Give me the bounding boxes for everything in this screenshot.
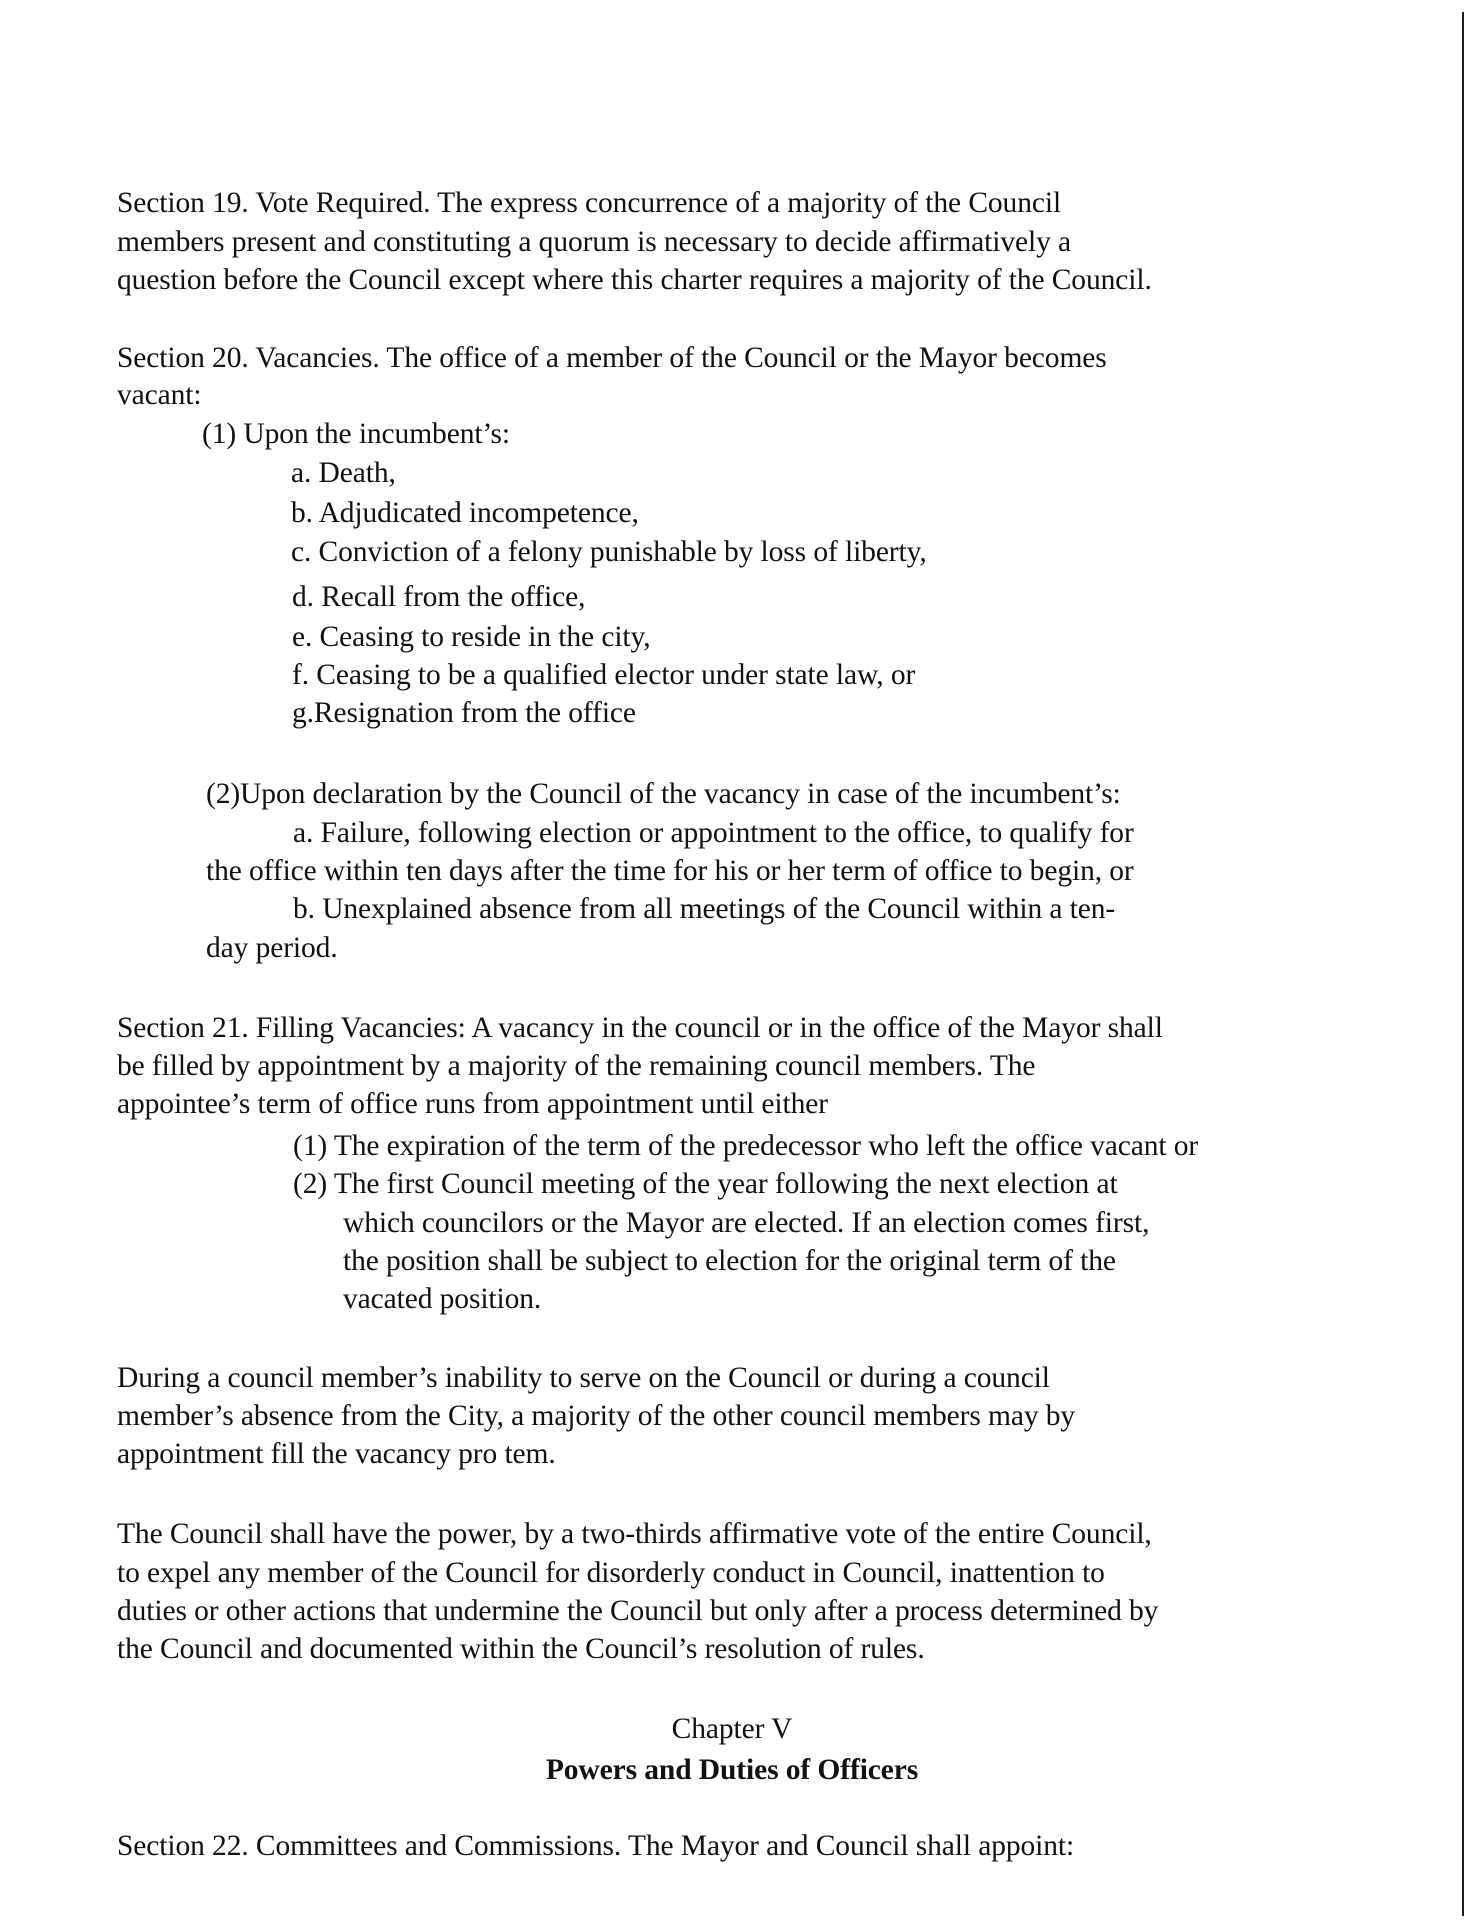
chapter-title: Powers and Duties of Officers (545, 1754, 919, 1786)
clause-2-item-a-line-2: the office within ten days after the time for his or her term of office to begin, or (206, 855, 1134, 887)
clause-1-item-d: d. Recall from the office, (292, 581, 586, 613)
clause-1-item-g: g.Resignation from the office (292, 697, 636, 729)
clause-1-item-b: b. Adjudicated incompetence, (291, 497, 639, 529)
clause-2-item-b-line-2: day period. (206, 932, 338, 964)
section-21-item-2-cont-1: which councilors or the Mayor are elected. If an election comes first, (343, 1207, 1150, 1239)
clause-1-item-a: a. Death, (291, 457, 396, 489)
section-19-line-2: members present and constituting a quorum is necessary to decide affirmatively a (117, 226, 1072, 258)
chapter-number: Chapter V (671, 1713, 793, 1745)
clause-1-item-c: c. Conviction of a felony punishable by loss of liberty, (291, 536, 927, 568)
right-margin-rule (1462, 12, 1464, 1916)
expulsion-line-3: duties or other actions that undermine the Council but only after a process determined by (117, 1595, 1159, 1627)
clause-2-item-b-line-1: b. Unexplained absence from all meetings of the Council within a ten- (293, 893, 1116, 925)
expulsion-line-2: to expel any member of the Council for disorderly conduct in Council, inattention to (117, 1557, 1105, 1589)
expulsion-line-4: the Council and documented within the Council’s resolution of rules. (117, 1633, 925, 1665)
clause-1-item-f: f. Ceasing to be a qualified elector under state law, or (292, 659, 916, 691)
section-20-line-2: vacant: (117, 379, 202, 411)
pro-tem-line-1: During a council member’s inability to serve on the Council or during a council (117, 1362, 1050, 1394)
section-22-line-1: Section 22. Committees and Commissions. The Mayor and Council shall appoint: (117, 1830, 1075, 1862)
section-21-item-1: (1) The expiration of the term of the predecessor who left the office vacant or (293, 1130, 1199, 1162)
clause-2-heading: (2)Upon declaration by the Council of the vacancy in case of the incumbent’s: (206, 778, 1121, 810)
expulsion-line-1: The Council shall have the power, by a two-thirds affirmative vote of the entire Council, (117, 1518, 1152, 1550)
section-21-line-3: appointee’s term of office runs from appointment until either (117, 1088, 828, 1120)
pro-tem-line-3: appointment fill the vacancy pro tem. (117, 1438, 556, 1470)
section-20-line-1: Section 20. Vacancies. The office of a member of the Council or the Mayor becomes (117, 342, 1107, 374)
section-21-item-2: (2) The first Council meeting of the year following the next election at (293, 1168, 1118, 1200)
section-19-line-3: question before the Council except where this charter requires a majority of the Council. (117, 264, 1152, 296)
pro-tem-line-2: member’s absence from the City, a majority of the other council members may by (117, 1400, 1076, 1432)
section-19-line-1: Section 19. Vote Required. The express concurrence of a majority of the Council (117, 187, 1062, 219)
clause-2-item-a-line-1: a. Failure, following election or appointment to the office, to qualify for (293, 817, 1134, 849)
section-21-line-1: Section 21. Filling Vacancies: A vacancy in the council or in the office of the Mayor shall (117, 1012, 1163, 1044)
clause-1-heading: (1) Upon the incumbent’s: (202, 418, 511, 450)
section-21-line-2: be filled by appointment by a majority of the remaining council members. The (117, 1050, 1036, 1082)
clause-1-item-e: e. Ceasing to reside in the city, (292, 621, 651, 653)
section-21-item-2-cont-3: vacated position. (343, 1283, 542, 1315)
section-21-item-2-cont-2: the position shall be subject to election for the original term of the (343, 1245, 1116, 1277)
